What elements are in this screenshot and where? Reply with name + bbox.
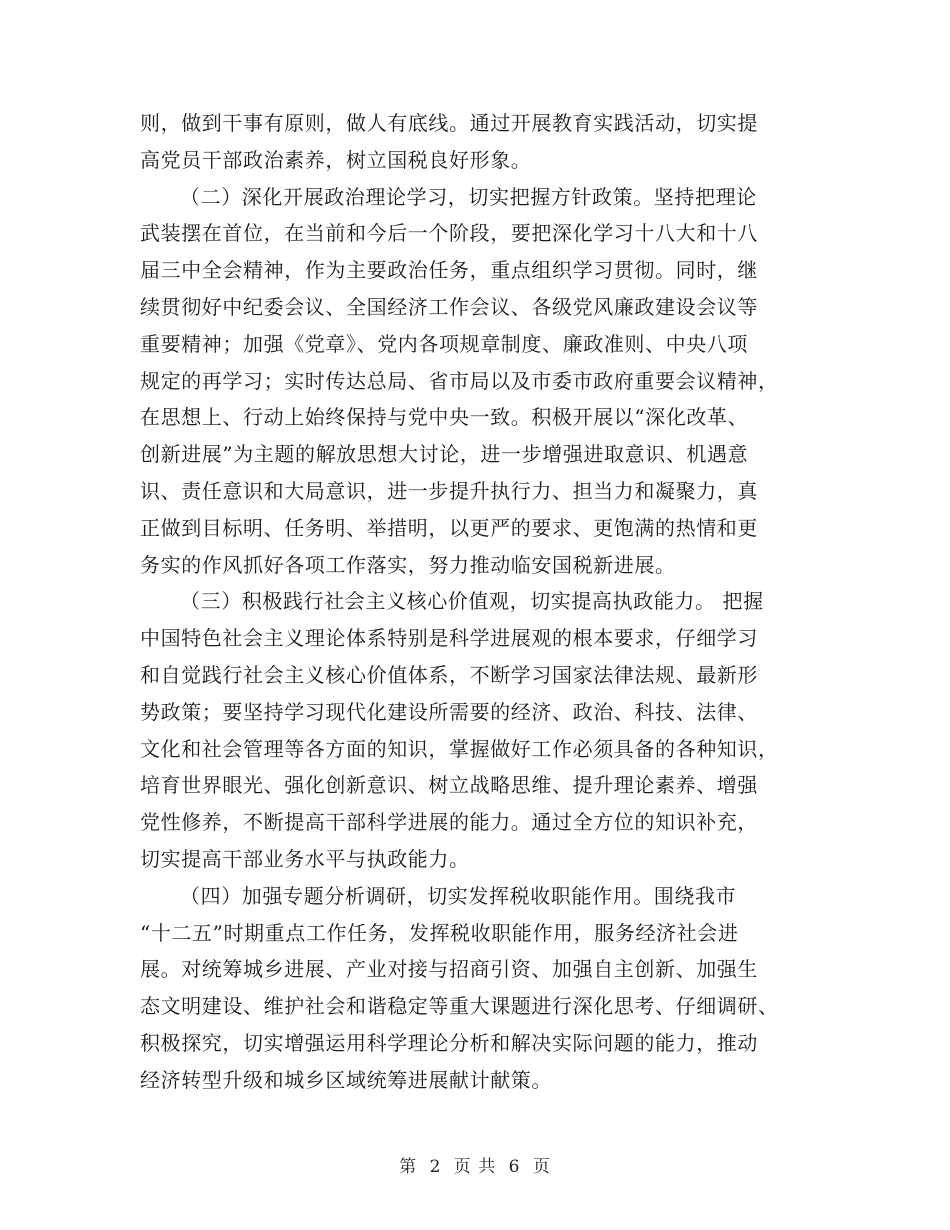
text-line: 务实的作风抓好各项工作落实，努力推动临安国税新进展。: [140, 552, 676, 577]
page-footer: [0, 1152, 950, 1177]
document-body: [140, 105, 820, 1099]
text-line: 高党员干部政治素养，树立国税良好形象。: [140, 147, 532, 172]
text-line: 态文明建设、维护社会和谐稳定等重大课题进行深化思考、仔细调研、: [140, 994, 779, 1019]
text-line: 培育世界眼光、强化创新意识、树立战略思维、提升理论素养、增强: [140, 773, 758, 798]
text-line: 积极探究，切实增强运用科学理论分析和解决实际问题的能力，推动: [140, 1030, 758, 1055]
text-line: “十二五”时期重点工作任务，发挥税收职能作用，服务经济社会进: [140, 920, 739, 945]
text-line: 正做到目标明、任务明、举措明，以更严的要求、更饱满的热情和更: [140, 515, 758, 540]
text-line: 创新进展”为主题的解放思想大讨论，进一步增强进取意识、机遇意: [140, 442, 749, 467]
text-line: 和自觉践行社会主义核心价值体系，不断学习国家法律法规、最新形: [140, 662, 758, 687]
text-line: 在思想上、行动上始终保持与党中央一致。积极开展以“深化改革、: [140, 405, 749, 430]
text-line: 武装摆在首位，在当前和今后一个阶段，要把深化学习十八大和十八: [140, 221, 758, 246]
paragraph-heading-line: （四）加强专题分析调研，切实发挥税收职能作用。围绕我市: [180, 883, 737, 908]
text-line: 届三中全会精神，作为主要政治任务，重点组织学习贯彻。同时，继: [140, 258, 758, 283]
footer-middle: 页 共: [453, 1157, 497, 1177]
total-pages: 6: [508, 1157, 521, 1177]
text-line: 重要精神；加强《党章》、党内各项规章制度、廉政准则、中央八项: [140, 331, 748, 356]
text-line: 续贯彻好中纪委会议、全国经济工作会议、各级党风廉政建设会议等: [140, 294, 758, 319]
text-line: 切实提高干部业务水平与执政能力。: [140, 846, 470, 871]
footer-prefix: 第: [399, 1157, 418, 1177]
paragraph-heading-line: （二）深化开展政治理论学习，切实把握方针政策。坚持把理论: [180, 184, 757, 209]
text-line: 党性修养，不断提高干部科学进展的能力。通过全方位的知识补充，: [140, 810, 758, 835]
text-line: 则，做到干事有原则，做人有底线。通过开展教育实践活动，切实提: [140, 111, 758, 135]
text-line: 文化和社会管理等各方面的知识，掌握做好工作必须具备的各种知识，: [140, 736, 779, 761]
text-line: 势政策；要坚持学习现代化建设所需要的经济、政治、科技、法律、: [140, 699, 758, 724]
text-line: 展。对统筹城乡进展、产业对接与招商引资、加强自主创新、加强生: [140, 957, 758, 982]
text-line: 规定的再学习；实时传达总局、省市局以及市委市政府重要会议精神，: [140, 368, 779, 393]
footer-suffix: 页: [532, 1157, 551, 1177]
text-line: 识、责任意识和大局意识，进一步提升执行力、担当力和凝聚力，真: [140, 478, 758, 503]
paragraph-heading-line: （三）积极践行社会主义核心价值观，切实提高执政能力。 把握: [180, 589, 764, 614]
text-line: 中国特色社会主义理论体系特别是科学进展观的根本要求，仔细学习: [140, 626, 758, 651]
text-line: 经济转型升级和城乡区域统筹进展献计献策。: [140, 1067, 552, 1092]
page-number: 2: [429, 1157, 442, 1177]
